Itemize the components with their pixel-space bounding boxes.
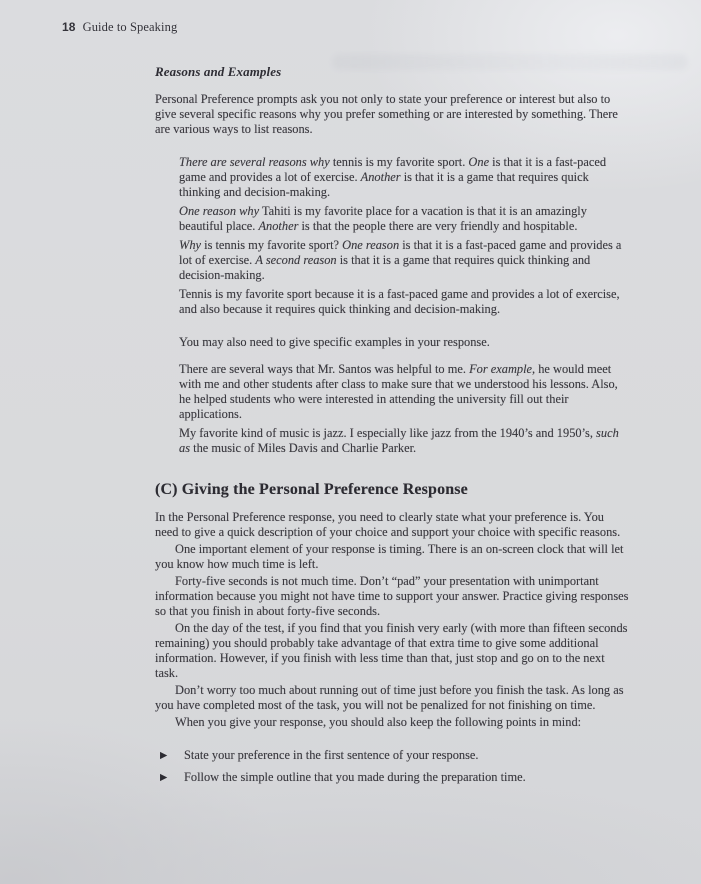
text-run: (C) Giving the Personal Preference Response bbox=[155, 481, 468, 498]
text-run: Don’t worry too much about running out of time just before you finish the task. As long as you have completed most of the task, you will not be penalized for not finishing on time. bbox=[155, 683, 624, 712]
text-run: he would meet with me and other students after class to make sure that we understood his lessons. Also, he helped students who were interested in attending the university fill out their applications. bbox=[179, 362, 618, 421]
example-paragraph bbox=[155, 287, 629, 317]
text-run: Tennis is my favorite sport because it is a fast-paced game and provides a lot of exercise, and also because it requires quick thinking and decision-making. bbox=[179, 287, 620, 316]
text-run: is that it is a fast-paced game and provides a lot of exercise. bbox=[179, 238, 622, 267]
text-run: Another bbox=[258, 219, 299, 233]
example-paragraph bbox=[155, 155, 629, 200]
body-paragraph bbox=[155, 542, 629, 572]
body-paragraph bbox=[155, 683, 629, 713]
spacer bbox=[155, 460, 629, 474]
body-paragraph bbox=[155, 510, 629, 540]
bullet-text bbox=[184, 748, 629, 763]
example-paragraph bbox=[155, 426, 629, 456]
text-run: Why bbox=[179, 238, 202, 252]
spacer bbox=[155, 732, 629, 748]
text-run: One reason why bbox=[179, 204, 260, 218]
example-paragraph bbox=[155, 362, 629, 422]
text-run: One important element of your response is timing. There is an on-screen clock that will let you know how much time is left. bbox=[155, 542, 624, 571]
body-paragraph bbox=[155, 574, 629, 619]
section-subheading bbox=[155, 64, 629, 80]
body-paragraph bbox=[155, 621, 629, 681]
text-run: My favorite kind of music is jazz. I especially like jazz from the 1940’s and 1950’s, bbox=[179, 426, 597, 440]
text-run: such as bbox=[179, 426, 619, 455]
text-run: Reasons and Examples bbox=[155, 64, 282, 79]
text-run: Tahiti is my favorite place for a vacation is that it is an amazingly beautiful place. bbox=[179, 204, 587, 233]
text-run: You may also need to give specific examples in your response. bbox=[179, 335, 490, 349]
example-paragraph bbox=[155, 335, 629, 350]
example-paragraph bbox=[155, 204, 629, 234]
text-run: In the Personal Preference response, you need to clearly state what your preference is. You need to give a quick description of your choice and support your choice with specific reasons. bbox=[155, 510, 621, 539]
example-paragraph bbox=[155, 238, 629, 283]
text-run: tennis is my favorite sport. bbox=[329, 155, 469, 169]
bullet-arrow-icon: ▶ bbox=[160, 772, 168, 783]
body-paragraph bbox=[155, 92, 629, 137]
bullet-item bbox=[155, 770, 629, 785]
text-run: One reason bbox=[342, 238, 400, 252]
text-run: For example, bbox=[469, 362, 536, 376]
text-run: Forty-five seconds is not much time. Don’t “pad” your presentation with unimportant information because you might not have time to support your answer. Practice giving responses so that you finish in about forty-five seconds. bbox=[155, 574, 629, 618]
text-run: There are several ways that Mr. Santos was helpful to me. bbox=[179, 362, 470, 376]
bullet-text bbox=[184, 770, 629, 785]
bullet-item bbox=[155, 748, 629, 763]
text-run: is tennis my favorite sport? bbox=[201, 238, 343, 252]
text-run: One bbox=[468, 155, 490, 169]
text-run: A second reason bbox=[255, 253, 337, 267]
spacer bbox=[155, 321, 629, 335]
text-run: is that it is a game that requires quick thinking and decision-making. bbox=[179, 170, 589, 199]
text-run: Personal Preference prompts ask you not only to state your preference or interest but also to give several specific reasons why you prefer something or are interested by something. There are various ways to list reasons. bbox=[155, 92, 618, 136]
book-title: Guide to Speaking bbox=[82, 20, 178, 34]
spacer bbox=[155, 354, 629, 362]
text-run: the music of Miles Davis and Charlie Parker. bbox=[190, 441, 417, 455]
section-heading bbox=[155, 480, 629, 500]
text-run: There are several reasons why bbox=[179, 155, 330, 169]
text-run: is that it is a fast-paced game and provides a lot of exercise. bbox=[179, 155, 607, 184]
page-number: 18 bbox=[62, 20, 76, 34]
page-content bbox=[155, 64, 629, 792]
spacer bbox=[155, 139, 629, 155]
text-run: Follow the simple outline that you made during the preparation time. bbox=[184, 770, 526, 784]
running-header bbox=[62, 20, 177, 35]
bullet-arrow-icon: ▶ bbox=[160, 750, 168, 761]
text-run: is that the people there are very friendly and hospitable. bbox=[298, 219, 578, 233]
text-run: Another bbox=[360, 170, 401, 184]
text-run: is that it is a game that requires quick thinking and decision-making. bbox=[179, 253, 591, 282]
text-run: On the day of the test, if you find that you finish very early (with more than fifteen seconds remaining) you should probably take advantage of that extra time to give some additional information. However, if you finish with less time than that, just stop and go on to the next task. bbox=[155, 621, 628, 680]
text-run: State your preference in the first sentence of your response. bbox=[184, 748, 479, 762]
body-paragraph bbox=[155, 715, 629, 730]
text-run: When you give your response, you should also keep the following points in mind: bbox=[175, 715, 582, 729]
